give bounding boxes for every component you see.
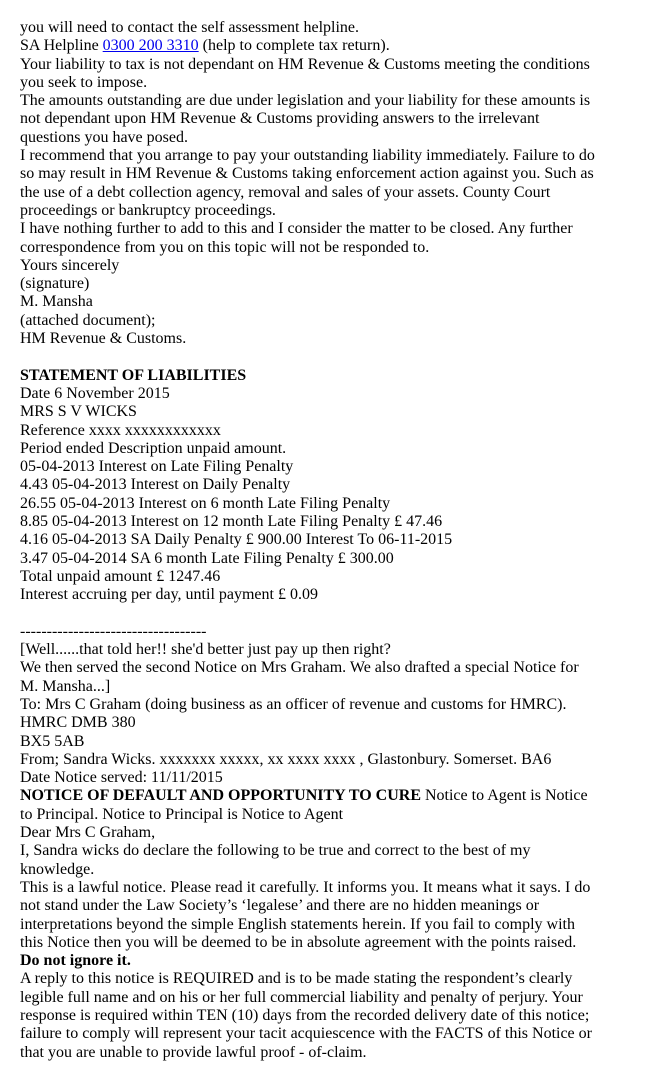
document-line: [20, 1007, 658, 1025]
document-line: [20, 184, 658, 202]
do-not-ignore-text: Do not ignore it.: [20, 952, 131, 970]
document-line: [20, 147, 658, 165]
text-run: this Notice then you will be deemed to be in absolute agreement with the points raised.: [20, 933, 577, 951]
text-run: 05-04-2013 Interest on Late Filing Penalty: [20, 458, 294, 476]
text-run: 8.85 05-04-2013 Interest on 12 month Late Filing Penalty £ 47.46: [20, 513, 443, 531]
notice-heading: [20, 787, 658, 805]
document-line: [20, 751, 658, 769]
notice-heading-text: NOTICE OF DEFAULT AND OPPORTUNITY TO CURE: [20, 787, 421, 805]
text-run: the use of a debt collection agency, removal and sales of your assets. County Court: [20, 183, 551, 201]
document-line: [20, 92, 658, 110]
text-run: 3.47 05-04-2014 SA 6 month Late Filing Penalty £ 300.00: [20, 549, 394, 567]
document-line: [20, 568, 658, 586]
text-run: you will need to contact the self assessment helpline.: [20, 19, 360, 36]
text-run: Total unpaid amount £ 1247.46: [20, 567, 221, 585]
document-line: [20, 989, 658, 1007]
document-line: [20, 330, 658, 348]
text-run: not dependant upon HM Revenue & Customs providing answers to the irrelevant: [20, 110, 540, 128]
text-run: Your liability to tax is not dependant on HM Revenue & Customs meeting the conditions: [20, 55, 590, 73]
text-run: Dear Mrs C Graham,: [20, 824, 156, 842]
document-line: [20, 19, 658, 37]
document-line: [20, 56, 658, 74]
sa-helpline-phone-link[interactable]: 0300 200 3310: [102, 37, 199, 55]
text-run: I recommend that you arrange to pay your outstanding liability immediately. Failure to do: [20, 147, 595, 165]
document-line: [20, 275, 658, 293]
text-run: (attached document);: [20, 311, 156, 329]
document-line: [20, 110, 658, 128]
statement-heading-text: STATEMENT OF LIABILITIES: [20, 366, 247, 384]
document-line: [20, 257, 658, 275]
text-run: I have nothing further to add to this and I consider the matter to be closed. Any further: [20, 220, 573, 238]
document-line: [20, 440, 658, 458]
divider-line: [20, 623, 658, 641]
divider-dashes: -----------------------------------: [20, 622, 207, 640]
document-line: [20, 897, 658, 915]
text-run: to Principal. Notice to Principal is Notice to Agent: [20, 805, 344, 823]
document-line: [20, 824, 658, 842]
text-run: I, Sandra wicks do declare the following to be true and correct to the best of my: [20, 842, 531, 860]
blank-line: [20, 605, 658, 623]
document-line: [20, 678, 658, 696]
text-run: response is required within TEN (10) days from the recorded delivery date of this notice;: [20, 1007, 590, 1025]
text-run: (signature): [20, 275, 90, 293]
text-run: you seek to impose.: [20, 73, 148, 91]
text-run: HM Revenue & Customs.: [20, 330, 187, 348]
text-run: From; Sandra Wicks. xxxxxxx xxxxx, xx xxxx xxxx , Glastonbury. Somerset. BA6: [20, 750, 552, 768]
document-line: [20, 403, 658, 421]
document-line: [20, 385, 658, 403]
text-run: 4.43 05-04-2013 Interest on Daily Penalty: [20, 476, 291, 494]
text-run: legible full name and on his or her full commercial liability and penalty of perjury. Your: [20, 988, 583, 1006]
document-line: [20, 934, 658, 952]
text-run: This is a lawful notice. Please read it carefully. It informs you. It means what it says. I do: [20, 878, 591, 896]
document-line: [20, 879, 658, 897]
document-line: [20, 476, 658, 494]
text-run: failure to comply will represent your tacit acquiescence with the FACTS of this Notice or: [20, 1025, 592, 1043]
text-run: MRS S V WICKS: [20, 403, 137, 421]
text-run: Reference xxxx xxxxxxxxxxxx: [20, 421, 221, 439]
document-line: [20, 714, 658, 732]
blank-line: [20, 348, 658, 366]
document-body: [20, 19, 658, 1062]
text-run: knowledge.: [20, 860, 95, 878]
document-line: [20, 312, 658, 330]
document-line: [20, 165, 658, 183]
text-run: 26.55 05-04-2013 Interest on 6 month Late Filing Penalty: [20, 494, 391, 512]
document-line: [20, 861, 658, 879]
document-line: [20, 37, 658, 55]
text-run: 4.16 05-04-2013 SA Daily Penalty £ 900.00 Interest To 06-11-2015: [20, 531, 453, 549]
text-run: We then served the second Notice on Mrs Graham. We also drafted a special Notice for: [20, 659, 579, 677]
text-run: correspondence from you on this topic will not be responded to.: [20, 238, 430, 256]
document-line: [20, 129, 658, 147]
document-line: [20, 916, 658, 934]
text-run: [Well......that told her!! she'd better just pay up then right?: [20, 641, 391, 659]
text-run: Date Notice served: 11/11/2015: [20, 769, 223, 787]
document-line: [20, 659, 658, 677]
text-run: A reply to this notice is REQUIRED and is to be made stating the respondent’s clearly: [20, 970, 573, 988]
text-run: Yours sincerely: [20, 256, 120, 274]
text-run: so may result in HM Revenue & Customs taking enforcement action against you. Such as: [20, 165, 594, 183]
document-line: [20, 422, 658, 440]
text-run: Interest accruing per day, until payment £ 0.09: [20, 586, 318, 604]
text-run: SA Helpline: [20, 37, 103, 55]
text-run: To: Mrs C Graham (doing business as an officer of revenue and customs for HMRC).: [20, 695, 567, 713]
text-run: that you are unable to provide lawful proof - of-claim.: [20, 1043, 367, 1061]
document-line: [20, 733, 658, 751]
text-run: The amounts outstanding are due under legislation and your liability for these amounts is: [20, 92, 591, 110]
document-line: [20, 531, 658, 549]
document-line: [20, 1044, 658, 1062]
statement-heading: [20, 367, 658, 385]
text-run: (help to complete tax return).: [198, 37, 390, 55]
document-line: [20, 970, 658, 988]
document-line: [20, 586, 658, 604]
text-run: BX5 5AB: [20, 732, 85, 750]
document-line: [20, 293, 658, 311]
document-line: [20, 74, 658, 92]
document-line: [20, 220, 658, 238]
text-run: Notice to Agent is Notice: [420, 787, 588, 805]
text-run: interpretations beyond the simple English statements herein. If you fail to comply with: [20, 915, 575, 933]
document-line: [20, 696, 658, 714]
document-line: [20, 641, 658, 659]
text-run: M. Mansha...]: [20, 677, 111, 695]
text-run: not stand under the Law Society’s ‘legalese’ and there are no hidden meanings or: [20, 897, 540, 915]
document-line: [20, 513, 658, 531]
text-run: questions you have posed.: [20, 128, 188, 146]
text-run: Date 6 November 2015: [20, 384, 170, 402]
text-run: HMRC DMB 380: [20, 714, 136, 732]
document-line: [20, 239, 658, 257]
do-not-ignore-line: [20, 952, 658, 970]
text-run: M. Mansha: [20, 293, 93, 311]
document-line: [20, 202, 658, 220]
document-line: [20, 1025, 658, 1043]
text-run: Period ended Description unpaid amount.: [20, 439, 287, 457]
document-line: [20, 550, 658, 568]
document-line: [20, 806, 658, 824]
document-line: [20, 458, 658, 476]
text-run: proceedings or bankruptcy proceedings.: [20, 201, 276, 219]
document-line: [20, 495, 658, 513]
document-line: [20, 842, 658, 860]
document-line: [20, 769, 658, 787]
